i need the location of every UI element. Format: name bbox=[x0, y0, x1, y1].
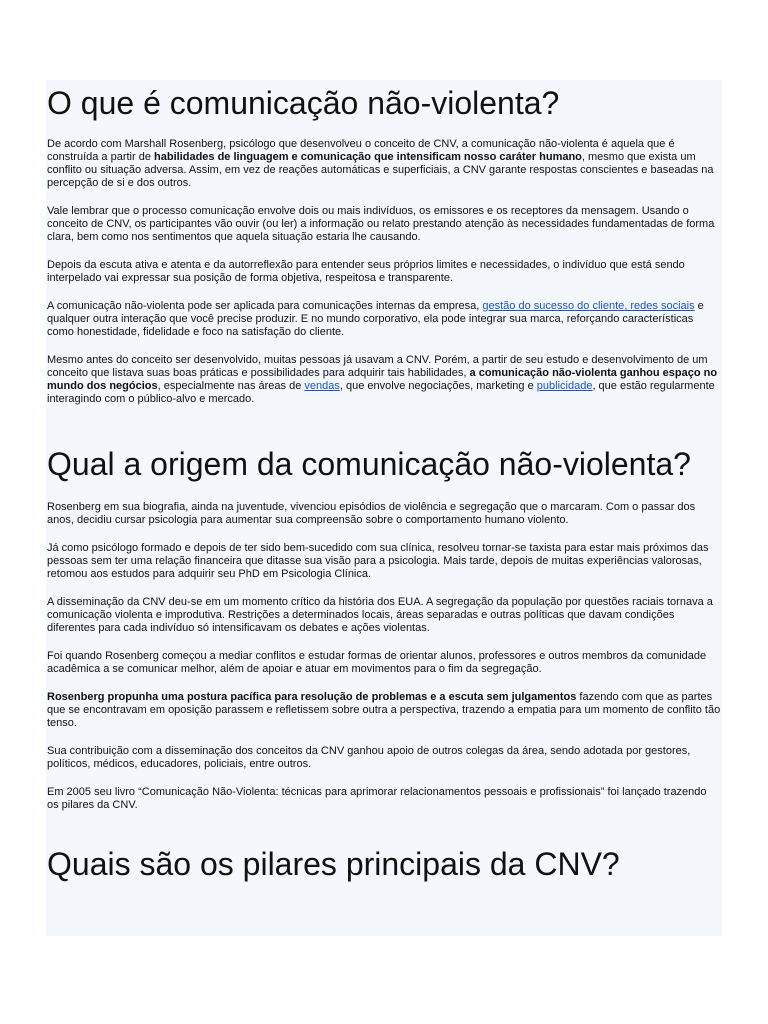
link-social-networks[interactable]: redes sociais bbox=[630, 300, 695, 312]
bold-text: a comunicação não-violenta ganhou espaço no mundo dos negócios bbox=[47, 367, 718, 392]
link-customer-success[interactable]: gestão do sucesso do cliente bbox=[482, 300, 625, 312]
paragraph: De acordo com Marshall Rosenberg, psicólogo que desenvolveu o conceito de CNV, a comunicação não-violenta é aquela que é construída a partir de habilidades de linguagem e comunicação que intensificam nosso caráter humano, mesmo que exista um conflito ou situação adversa. Assim, em vez de reações automáticas e superficiais, a CNV garante respostas conscientes e baseadas na percepção de si e dos outros. bbox=[47, 138, 714, 189]
link-separator: , bbox=[624, 300, 631, 312]
link-advertising[interactable]: publicidade bbox=[536, 380, 593, 392]
article-content bbox=[47, 82, 721, 884]
paragraph: Foi quando Rosenberg começou a mediar conflitos e estudar formas de orientar alunos, professores e outros membros da comunidade acadêmica a se comunicar melhor, além de apoiar e atuar em movimentos para o fim da segregação. bbox=[47, 650, 707, 675]
paragraph: Sua contribuição com a disseminação dos conceitos da CNV ganhou apoio de outros colegas da área, sendo adotada por gestores, políticos, médicos, educadores, policiais, entre outros. bbox=[47, 745, 691, 770]
bold-text: Rosenberg propunha uma postura pacífica para resolução de problemas e a escuta sem julgamentos bbox=[47, 691, 577, 703]
paragraph: Em 2005 seu livro “Comunicação Não-Violenta: técnicas para aprimorar relacionamentos pessoais e profissionais” foi lançado trazendo os pilares da CNV. bbox=[47, 786, 707, 811]
section-heading-what-is-cnv: O que é comunicação não-violenta? bbox=[47, 85, 560, 121]
section-heading-pillars: Quais são os pilares principais da CNV? bbox=[47, 846, 620, 882]
paragraph: A comunicação não-violenta pode ser aplicada para comunicações internas da empresa, gestão do sucesso do cliente, redes sociais e qualquer outra interação que você precise produzir. E no mundo corporativo, ela pode integrar sua marca, reforçando características como honestidade, fidelidade e foco na satisfação do cliente. bbox=[47, 300, 704, 338]
link-sales[interactable]: vendas bbox=[304, 380, 340, 392]
paragraph: Rosenberg propunha uma postura pacífica para resolução de problemas e a escuta sem julgamentos fazendo com que as partes que se encontravam em oposição parassem e refletissem sobre outra a perspectiva, trazendo a empatia para um momento de conflito tão tenso. bbox=[47, 691, 721, 729]
paragraph: A disseminação da CNV deu-se em um momento crítico da história dos EUA. A segregação da população por questões raciais tornava a comunicação violenta e improdutiva. Restrições a determinados locais, áreas separadas e outras políticas que davam condições diferentes para cada indivíduo só intensificavam os debates e ações violentas. bbox=[47, 596, 713, 634]
paragraph: Rosenberg em sua biografia, ainda na juventude, vivenciou episódios de violência e segregação que o marcaram. Com o passar dos anos, decidiu cursar psicologia para aumentar sua compreensão sobre o comportamento humano violento. bbox=[47, 501, 696, 526]
paragraph: Depois da escuta ativa e atenta e da autorreflexão para entender seus próprios limites e necessidades, o indivíduo que está sendo interpelado vai expressar sua posição de forma objetiva, respeitosa e transparente. bbox=[47, 259, 685, 284]
paragraph: Mesmo antes do conceito ser desenvolvido, muitas pessoas já usavam a CNV. Porém, a partir de seu estudo e desenvolvimento de um conceito que listava suas boas práticas e possibilidades para adquirir tais habilidades, a comunicação não-violenta ganhou espaço no mundo dos negócios, especialmente nas áreas de vendas, que envolve negociações, marketing e publicidade, que estão regularmente interagindo com o público-alvo e mercado. bbox=[47, 354, 718, 405]
section-heading-origin: Qual a origem da comunicação não-violenta? bbox=[47, 446, 691, 482]
paragraph: Vale lembrar que o processo comunicação envolve dois ou mais indivíduos, os emissores e os receptores da mensagem. Usando o conceito de CNV, os participantes vão ouvir (ou ler) a informação ou relato prestando atenção às necessidades fundamentadas de forma clara, bem como nos sentimentos que aquela situação estaria lhe causando. bbox=[47, 205, 715, 243]
paragraph: Já como psicólogo formado e depois de ter sido bem-sucedido com sua clínica, resolveu tornar-se taxista para estar mais próximos das pessoas sem ter uma relação financeira que ditasse sua visão para a psicologia. Mais tarde, depois de muitas experiências valorosas, retomou aos estudos para adquirir seu PhD em Psicologia Clínica. bbox=[47, 542, 709, 580]
bold-text: habilidades de linguagem e comunicação que intensificam nosso caráter humano bbox=[154, 151, 582, 163]
